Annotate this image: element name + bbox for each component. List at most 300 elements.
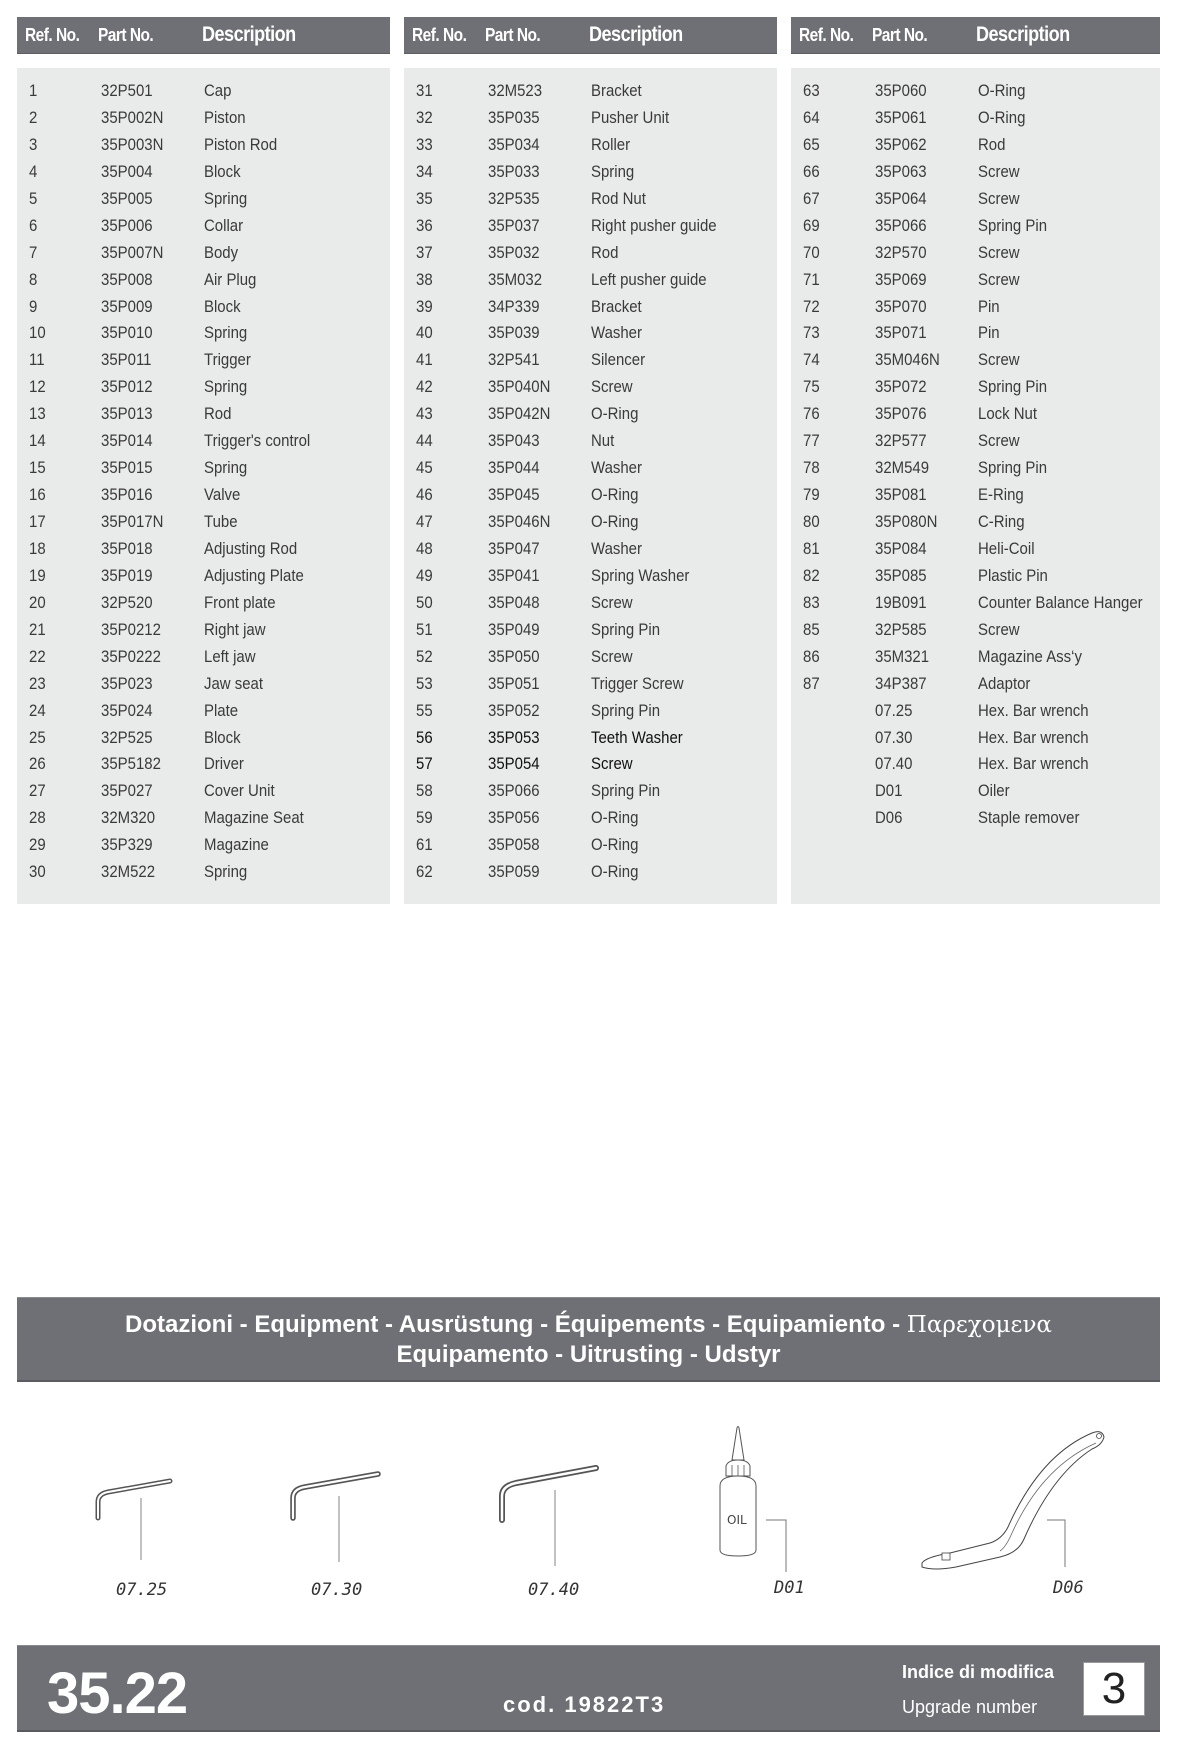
parts-rows <box>404 77 777 885</box>
part-no-cell: 35P063 <box>875 161 927 181</box>
part-no-cell: 35P051 <box>488 673 540 693</box>
description-cell: Left jaw <box>204 646 256 666</box>
part-no-cell: 35P047 <box>488 538 540 558</box>
table-row <box>17 239 390 266</box>
description-cell: Rod <box>204 404 232 424</box>
ref-no-cell: 43 <box>416 404 433 424</box>
description-cell: Washer <box>591 458 642 478</box>
table-row <box>404 670 777 697</box>
description-cell: Spring Pin <box>591 619 661 639</box>
part-no-cell: 35P005 <box>101 188 153 208</box>
table-row <box>17 373 390 400</box>
description-cell: Screw <box>978 269 1020 289</box>
table-row <box>404 697 777 724</box>
table-row <box>404 104 777 131</box>
description-cell: O-Ring <box>978 81 1026 100</box>
ref-no-cell: 75 <box>803 377 820 397</box>
header-part-no: Part No. <box>98 25 154 45</box>
ref-no-cell: 14 <box>29 431 46 451</box>
parts-panel-3 <box>791 17 1160 904</box>
description-cell: Lock Nut <box>978 404 1038 424</box>
ref-no-cell: 4 <box>29 161 38 181</box>
description-cell: Pin <box>978 323 1000 343</box>
table-row <box>17 804 390 831</box>
table-row <box>791 293 1160 320</box>
description-cell: Trigger <box>204 350 251 370</box>
description-cell: Cover Unit <box>204 781 275 801</box>
table-row <box>791 481 1160 508</box>
ref-no-cell: 70 <box>803 242 820 262</box>
table-row <box>404 724 777 751</box>
description-cell: Adjusting Plate <box>204 565 304 585</box>
table-row <box>17 643 390 670</box>
part-no-cell: 35P023 <box>101 673 153 693</box>
table-row <box>404 454 777 481</box>
table-row <box>791 131 1160 158</box>
description-cell: O-Ring <box>591 512 639 531</box>
description-cell: Magazine Ass‘y <box>978 646 1082 666</box>
parts-rows <box>17 77 390 885</box>
ref-no-cell: 49 <box>416 565 433 585</box>
description-cell: Piston <box>204 107 246 127</box>
description-cell: Hex. Bar wrench <box>978 727 1089 747</box>
ref-no-cell: 17 <box>29 512 46 531</box>
equipment-banner-line-2: Equipamento - Uitrusting - Udstyr <box>396 1341 781 1368</box>
part-no-cell: 35P019 <box>101 565 153 585</box>
panel-body <box>17 68 390 904</box>
ref-no-cell: 58 <box>416 781 433 801</box>
table-row <box>404 427 777 454</box>
part-no-cell: 35P008 <box>101 269 153 289</box>
table-row <box>404 508 777 535</box>
part-no-cell: 34P339 <box>488 296 540 316</box>
description-cell: Bracket <box>591 81 642 100</box>
ref-no-cell: 9 <box>29 296 38 316</box>
description-cell: Magazine <box>204 835 269 855</box>
ref-no-cell: 62 <box>416 862 433 882</box>
table-row <box>17 670 390 697</box>
description-cell: Spring Pin <box>978 377 1048 397</box>
part-no-cell: 35P049 <box>488 619 540 639</box>
table-row <box>404 212 777 239</box>
equipment-label: 07.40 <box>528 1580 580 1600</box>
description-cell: Body <box>204 242 239 262</box>
ref-no-cell: 83 <box>803 592 820 612</box>
part-no-cell: 35P040N <box>488 377 551 397</box>
description-cell: O-Ring <box>978 107 1026 127</box>
equipment-item-d06 <box>920 1415 1120 1598</box>
header-part-no: Part No. <box>485 25 541 45</box>
equipment-label: D01 <box>774 1578 805 1598</box>
ref-no-cell: 59 <box>416 808 433 828</box>
ref-no-cell: 35 <box>416 188 433 208</box>
description-cell: Hex. Bar wrench <box>978 700 1089 720</box>
parts-panel-2 <box>404 17 777 904</box>
part-no-cell: 35P054 <box>488 754 540 774</box>
part-no-cell: 35P037 <box>488 215 540 235</box>
ref-no-cell: 22 <box>29 646 46 666</box>
table-row <box>17 212 390 239</box>
description-cell: Front plate <box>204 592 276 612</box>
upgrade-number-box: 3 <box>1083 1662 1145 1716</box>
table-row <box>791 562 1160 589</box>
description-cell: Roller <box>591 134 631 154</box>
table-row <box>791 535 1160 562</box>
part-no-cell: 07.40 <box>875 754 913 774</box>
description-cell: Jaw seat <box>204 673 264 693</box>
table-row <box>791 454 1160 481</box>
description-cell: Left pusher guide <box>591 269 707 289</box>
equipment-item-07-25 <box>90 1470 180 1600</box>
description-cell: Valve <box>204 485 241 505</box>
description-cell: Bracket <box>591 296 642 316</box>
table-row <box>404 131 777 158</box>
table-row <box>17 858 390 885</box>
header-description: Description <box>589 23 683 46</box>
part-no-cell: 35P041 <box>488 565 540 585</box>
part-no-cell: 35P085 <box>875 565 927 585</box>
description-cell: Spring <box>204 862 248 882</box>
upgrade-label-english: Upgrade number <box>902 1697 1038 1717</box>
table-row <box>17 346 390 373</box>
description-cell: Rod Nut <box>591 188 646 208</box>
ref-no-cell: 11 <box>29 350 45 370</box>
ref-no-cell: 66 <box>803 161 820 181</box>
table-row <box>404 239 777 266</box>
table-row <box>404 319 777 346</box>
table-row <box>791 158 1160 185</box>
ref-no-cell: 25 <box>29 727 46 747</box>
hex-wrench-icon <box>492 1456 602 1566</box>
part-no-cell: 35P072 <box>875 377 927 397</box>
ref-no-cell: 2 <box>29 107 38 127</box>
oiler-label: OIL <box>727 1513 747 1527</box>
equipment-item-07-40 <box>492 1456 602 1600</box>
ref-no-cell: 52 <box>416 646 433 666</box>
part-no-cell: 35P035 <box>488 107 540 127</box>
part-no-cell: 35P024 <box>101 700 153 720</box>
description-cell: Spring <box>204 377 248 397</box>
table-row <box>791 373 1160 400</box>
ref-no-cell: 20 <box>29 592 46 612</box>
table-row <box>791 266 1160 293</box>
description-cell: Spring Washer <box>591 565 690 585</box>
ref-no-cell: 34 <box>416 161 433 181</box>
table-row <box>791 777 1160 804</box>
header-description: Description <box>976 23 1070 46</box>
ref-no-cell: 21 <box>29 619 46 639</box>
table-row <box>17 724 390 751</box>
description-cell: Screw <box>591 377 633 397</box>
part-no-cell: 35P066 <box>875 215 927 235</box>
equipment-banner-text: Dotazioni - Equipment - Ausrüstung - Équipements - Equipamiento - <box>125 1311 907 1338</box>
hex-wrench-icon <box>283 1462 383 1562</box>
equipment-label: D06 <box>1053 1578 1084 1598</box>
description-cell: Magazine Seat <box>204 808 304 828</box>
part-no-cell: 32P585 <box>875 619 927 639</box>
description-cell: Trigger Screw <box>591 673 684 693</box>
ref-no-cell: 67 <box>803 188 820 208</box>
ref-no-cell: 41 <box>416 350 433 370</box>
table-row <box>404 77 777 104</box>
table-row <box>791 185 1160 212</box>
part-no-cell: 35P010 <box>101 323 153 343</box>
ref-no-cell: 55 <box>416 700 433 720</box>
oiler-bottle-icon <box>710 1420 820 1580</box>
parts-rows <box>791 77 1160 831</box>
part-no-cell: 35P0222 <box>101 646 161 666</box>
table-row <box>17 535 390 562</box>
ref-no-cell: 76 <box>803 404 820 424</box>
description-cell: Adaptor <box>978 673 1031 693</box>
part-no-cell: 32P577 <box>875 431 927 451</box>
description-cell: Piston Rod <box>204 134 278 154</box>
ref-no-cell: 86 <box>803 646 820 666</box>
ref-no-cell: 87 <box>803 673 820 693</box>
ref-no-cell: 29 <box>29 835 46 855</box>
ref-no-cell: 78 <box>803 458 820 478</box>
ref-no-cell: 8 <box>29 269 38 289</box>
description-cell: Plastic Pin <box>978 565 1048 585</box>
part-no-cell: 32P570 <box>875 242 927 262</box>
description-cell: Screw <box>978 188 1020 208</box>
ref-no-cell: 57 <box>416 754 433 774</box>
ref-no-cell: 56 <box>416 727 433 747</box>
part-no-cell: 35P061 <box>875 107 927 127</box>
table-row <box>17 777 390 804</box>
part-no-cell: 35P053 <box>488 727 540 747</box>
part-no-cell: 34P387 <box>875 673 927 693</box>
part-no-cell: 35P0212 <box>101 619 161 639</box>
part-no-cell: 35P016 <box>101 485 153 505</box>
equipment-banner-line-1 <box>17 1311 1160 1339</box>
table-row <box>404 831 777 858</box>
table-row <box>404 750 777 777</box>
ref-no-cell: 19 <box>29 565 46 585</box>
table-row <box>791 77 1160 104</box>
ref-no-cell: 1 <box>29 81 38 100</box>
ref-no-cell: 27 <box>29 781 46 801</box>
part-no-cell: 35P033 <box>488 161 540 181</box>
equipment-item-d01 <box>710 1420 820 1598</box>
description-cell: Spring <box>204 323 248 343</box>
part-no-cell: D06 <box>875 808 903 828</box>
part-no-cell: 35M321 <box>875 646 930 666</box>
part-no-cell: 35P007N <box>101 242 164 262</box>
description-cell: Screw <box>978 350 1020 370</box>
ref-no-cell: 46 <box>416 485 433 505</box>
part-no-cell: 07.25 <box>875 700 913 720</box>
description-cell: Screw <box>978 619 1020 639</box>
ref-no-cell: 39 <box>416 296 433 316</box>
description-cell: Trigger's control <box>204 431 311 451</box>
description-cell: Air Plug <box>204 269 257 289</box>
description-cell: O-Ring <box>591 808 639 828</box>
part-no-cell: 07.30 <box>875 727 913 747</box>
description-cell: Spring Pin <box>978 458 1048 478</box>
description-cell: Block <box>204 161 241 181</box>
ref-no-cell: 69 <box>803 215 820 235</box>
table-row <box>17 400 390 427</box>
part-no-cell: 35P015 <box>101 458 153 478</box>
part-no-cell: 35P018 <box>101 538 153 558</box>
description-cell: Oiler <box>978 781 1010 801</box>
table-row <box>17 104 390 131</box>
panel-header <box>17 17 390 54</box>
table-row <box>17 77 390 104</box>
part-no-cell: 35P066 <box>488 781 540 801</box>
part-no-cell: 35P046N <box>488 512 551 531</box>
equipment-label: 07.30 <box>311 1580 363 1600</box>
part-no-cell: D01 <box>875 781 903 801</box>
table-row <box>404 616 777 643</box>
ref-no-cell: 36 <box>416 215 433 235</box>
table-row <box>791 643 1160 670</box>
part-no-cell: 35P070 <box>875 296 927 316</box>
table-row <box>17 508 390 535</box>
upgrade-label-italian: Indice di modifica <box>902 1662 1055 1682</box>
header-ref-no: Ref. No. <box>412 25 467 45</box>
ref-no-cell: 80 <box>803 512 820 531</box>
ref-no-cell: 81 <box>803 538 820 558</box>
ref-no-cell: 71 <box>803 269 820 289</box>
description-cell: Spring Pin <box>978 215 1048 235</box>
part-no-cell: 35P050 <box>488 646 540 666</box>
hex-wrench-icon <box>90 1470 180 1560</box>
ref-no-cell: 79 <box>803 485 820 505</box>
table-row <box>791 804 1160 831</box>
table-row <box>17 185 390 212</box>
footer-bar <box>17 1645 1160 1732</box>
part-no-cell: 35P076 <box>875 404 927 424</box>
part-no-cell: 35P043 <box>488 431 540 451</box>
ref-no-cell: 47 <box>416 512 433 531</box>
description-cell: Washer <box>591 538 642 558</box>
part-no-cell: 35P062 <box>875 134 927 154</box>
part-no-cell: 32P535 <box>488 188 540 208</box>
description-cell: O-Ring <box>591 485 639 505</box>
description-cell: Right jaw <box>204 619 266 639</box>
ref-no-cell: 42 <box>416 377 433 397</box>
ref-no-cell: 53 <box>416 673 433 693</box>
part-no-cell: 32P525 <box>101 727 153 747</box>
part-no-cell: 35P045 <box>488 485 540 505</box>
table-row <box>17 562 390 589</box>
part-no-cell: 35P017N <box>101 512 164 531</box>
description-cell: Driver <box>204 754 244 774</box>
description-cell: Spring <box>204 458 248 478</box>
header-part-no: Part No. <box>872 25 928 45</box>
table-row <box>404 804 777 831</box>
part-no-cell: 35P042N <box>488 404 551 424</box>
description-cell: Pusher Unit <box>591 107 670 127</box>
ref-no-cell: 45 <box>416 458 433 478</box>
description-cell: Spring Pin <box>591 781 661 801</box>
equipment-banner <box>17 1297 1160 1382</box>
ref-no-cell: 44 <box>416 431 433 451</box>
panel-body <box>404 68 777 904</box>
ref-no-cell: 31 <box>416 81 433 100</box>
table-row <box>791 239 1160 266</box>
table-row <box>404 481 777 508</box>
part-no-cell: 35P084 <box>875 538 927 558</box>
table-row <box>17 697 390 724</box>
table-row <box>404 562 777 589</box>
table-row <box>404 346 777 373</box>
description-cell: Heli-Coil <box>978 538 1035 558</box>
table-row <box>791 724 1160 751</box>
table-row <box>17 427 390 454</box>
ref-no-cell: 50 <box>416 592 433 612</box>
part-no-cell: 35M046N <box>875 350 940 370</box>
part-no-cell: 35P052 <box>488 700 540 720</box>
description-cell: E-Ring <box>978 485 1024 505</box>
ref-no-cell: 16 <box>29 485 46 505</box>
table-row <box>404 858 777 885</box>
part-no-cell: 35P006 <box>101 215 153 235</box>
ref-no-cell: 48 <box>416 538 433 558</box>
table-row <box>404 158 777 185</box>
parts-panel-1 <box>17 17 390 904</box>
description-cell: Rod <box>591 242 619 262</box>
table-row <box>791 212 1160 239</box>
ref-no-cell: 30 <box>29 862 46 882</box>
part-no-cell: 32P541 <box>488 350 540 370</box>
description-cell: Screw <box>591 592 633 612</box>
header-ref-no: Ref. No. <box>799 25 854 45</box>
equipment-illustrations <box>0 1400 1200 1620</box>
ref-no-cell: 7 <box>29 242 38 262</box>
part-no-cell: 35P069 <box>875 269 927 289</box>
description-cell: Teeth Washer <box>591 727 683 747</box>
table-row <box>404 266 777 293</box>
table-row <box>17 319 390 346</box>
ref-no-cell: 61 <box>416 835 433 855</box>
table-row <box>17 616 390 643</box>
table-row <box>791 400 1160 427</box>
ref-no-cell: 24 <box>29 700 46 720</box>
table-row <box>404 535 777 562</box>
equipment-item-07-30 <box>283 1462 383 1600</box>
part-no-cell: 35P044 <box>488 458 540 478</box>
table-row <box>791 697 1160 724</box>
part-no-cell: 35P5182 <box>101 754 161 774</box>
part-no-cell: 35P009 <box>101 296 153 316</box>
ref-no-cell: 85 <box>803 619 820 639</box>
table-row <box>404 373 777 400</box>
panel-body <box>791 68 1160 904</box>
part-no-cell: 32P520 <box>101 592 153 612</box>
part-no-cell: 32M522 <box>101 862 156 882</box>
ref-no-cell: 63 <box>803 81 820 100</box>
ref-no-cell: 15 <box>29 458 46 478</box>
description-cell: Nut <box>591 431 615 451</box>
ref-no-cell: 6 <box>29 215 38 235</box>
description-cell: Washer <box>591 323 642 343</box>
description-cell: Pin <box>978 296 1000 316</box>
ref-no-cell: 40 <box>416 323 433 343</box>
table-row <box>791 616 1160 643</box>
description-cell: O-Ring <box>591 835 639 855</box>
ref-no-cell: 74 <box>803 350 820 370</box>
header-ref-no: Ref. No. <box>25 25 80 45</box>
part-no-cell: 35P080N <box>875 512 938 531</box>
header-description: Description <box>202 23 296 46</box>
table-row <box>791 319 1160 346</box>
part-no-cell: 32M320 <box>101 808 156 828</box>
part-no-cell: 35P058 <box>488 835 540 855</box>
description-cell: Counter Balance Hanger <box>978 592 1143 612</box>
